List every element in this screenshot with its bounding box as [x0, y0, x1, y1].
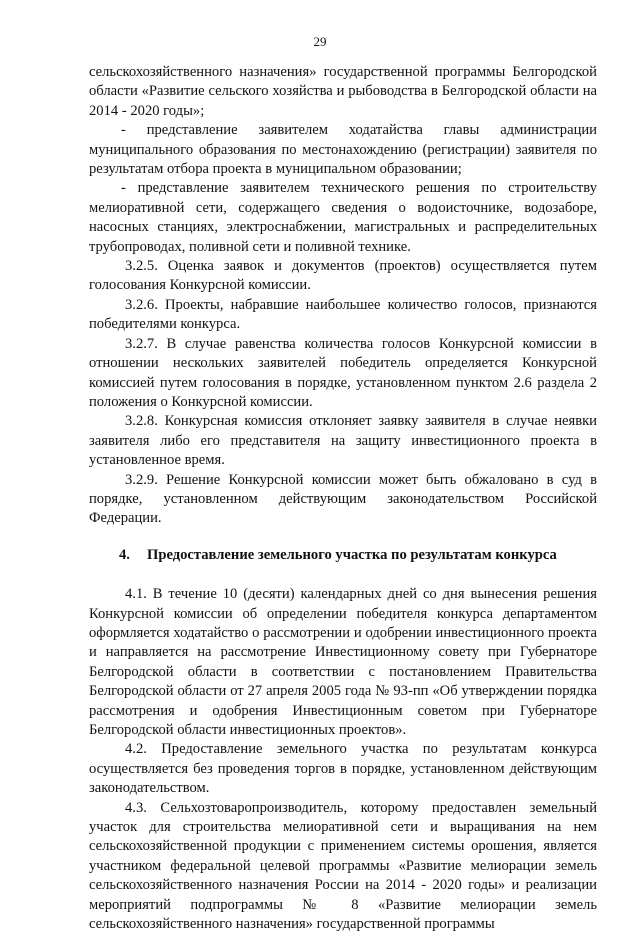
paragraphs-after-section	[89, 585, 597, 934]
paragraph: 3.2.6. Проекты, набравшие наибольшее количество голосов, признаются победителями конкурса.	[89, 296, 597, 333]
document-body	[89, 63, 597, 934]
page-number: 29	[313, 34, 327, 49]
paragraph: сельскохозяйственного назначения» государственной программы Белгородской области «Развитие сельского хозяйства и рыбоводства в Белгородской области на 2014 - 2020 годы»;	[89, 64, 597, 119]
paragraph: 4.1. В течение 10 (десяти) календарных дней со дня вынесения решения Конкурсной комиссии об определении победителя конкурса департаментом оформляется ходатайство о рассмотрении и одобрении инвестиционного проекта и направляется на рассмотрение Инвестиционному совету при Губернаторе Белгородской области в соответствии с постановлением Правительства Белгородской области от 27 апреля 2005 года № 93-пп «Об утверждении порядка рассмотрения и одобрения Инвестиционным советом при Губернаторе Белгородской области инвестиционных проектов».	[89, 586, 597, 738]
paragraph: 3.2.5. Оценка заявок и документов (проектов) осуществляется путем голосования Конкурсной комиссии.	[89, 258, 597, 294]
paragraph: 3.2.8. Конкурсная комиссия отклоняет заявку заявителя в случае неявки заявителя либо его представителя на защиту инвестиционного проекта в установленное время.	[89, 413, 597, 469]
section-number: 4.	[119, 546, 130, 563]
section-title: Предоставление земельного участка по результатам конкурса	[147, 546, 557, 563]
paragraphs-before-section	[89, 63, 597, 529]
section-heading	[89, 546, 597, 565]
paragraph: 3.2.7. В случае равенства количества голосов Конкурсной комиссии в отношении нескольких заявителей победитель определяется Конкурсной комиссией путем голосования в порядке, установленном пунктом 2.6 раздела 2 положения о Конкурсной комиссии.	[89, 335, 597, 410]
paragraph: 4.3. Сельхозтоваропроизводитель, которому предоставлен земельный участок для строительства мелиоративной сети и выращивания на нем сельскохозяйственной продукции с применением системы орошения, является участником федеральной целевой программы «Развитие мелиорации земель сельскохозяйственного назначения России на 2014 - 2020 годы» и реализации мероприятий подпрограммы № 8 «Развитие мелиорации земель сельскохозяйственного назначения» государственной программы	[89, 799, 597, 933]
paragraph: 4.2. Предоставление земельного участка по результатам конкурса осуществляется без проведения торгов в порядке, установленном действующим законодательством.	[89, 741, 597, 797]
paragraph: - представление заявителем технического решения по строительству мелиоративной сети, содержащего сведения о водоисточнике, водозаборе, насосных станциях, электроснабжении, магистральных и распределительных трубопроводах, поливной сети и поливной технике.	[89, 180, 597, 255]
paragraph: 3.2.9. Решение Конкурсной комиссии может быть обжаловано в суд в порядке, установленном действующим законодательством Российской Федерации.	[89, 471, 597, 527]
paragraph: - представление заявителем ходатайства главы администрации муниципального образования по местонахождению (регистрации) заявителя по результатам отбора проекта в муниципальном образовании;	[89, 122, 597, 178]
